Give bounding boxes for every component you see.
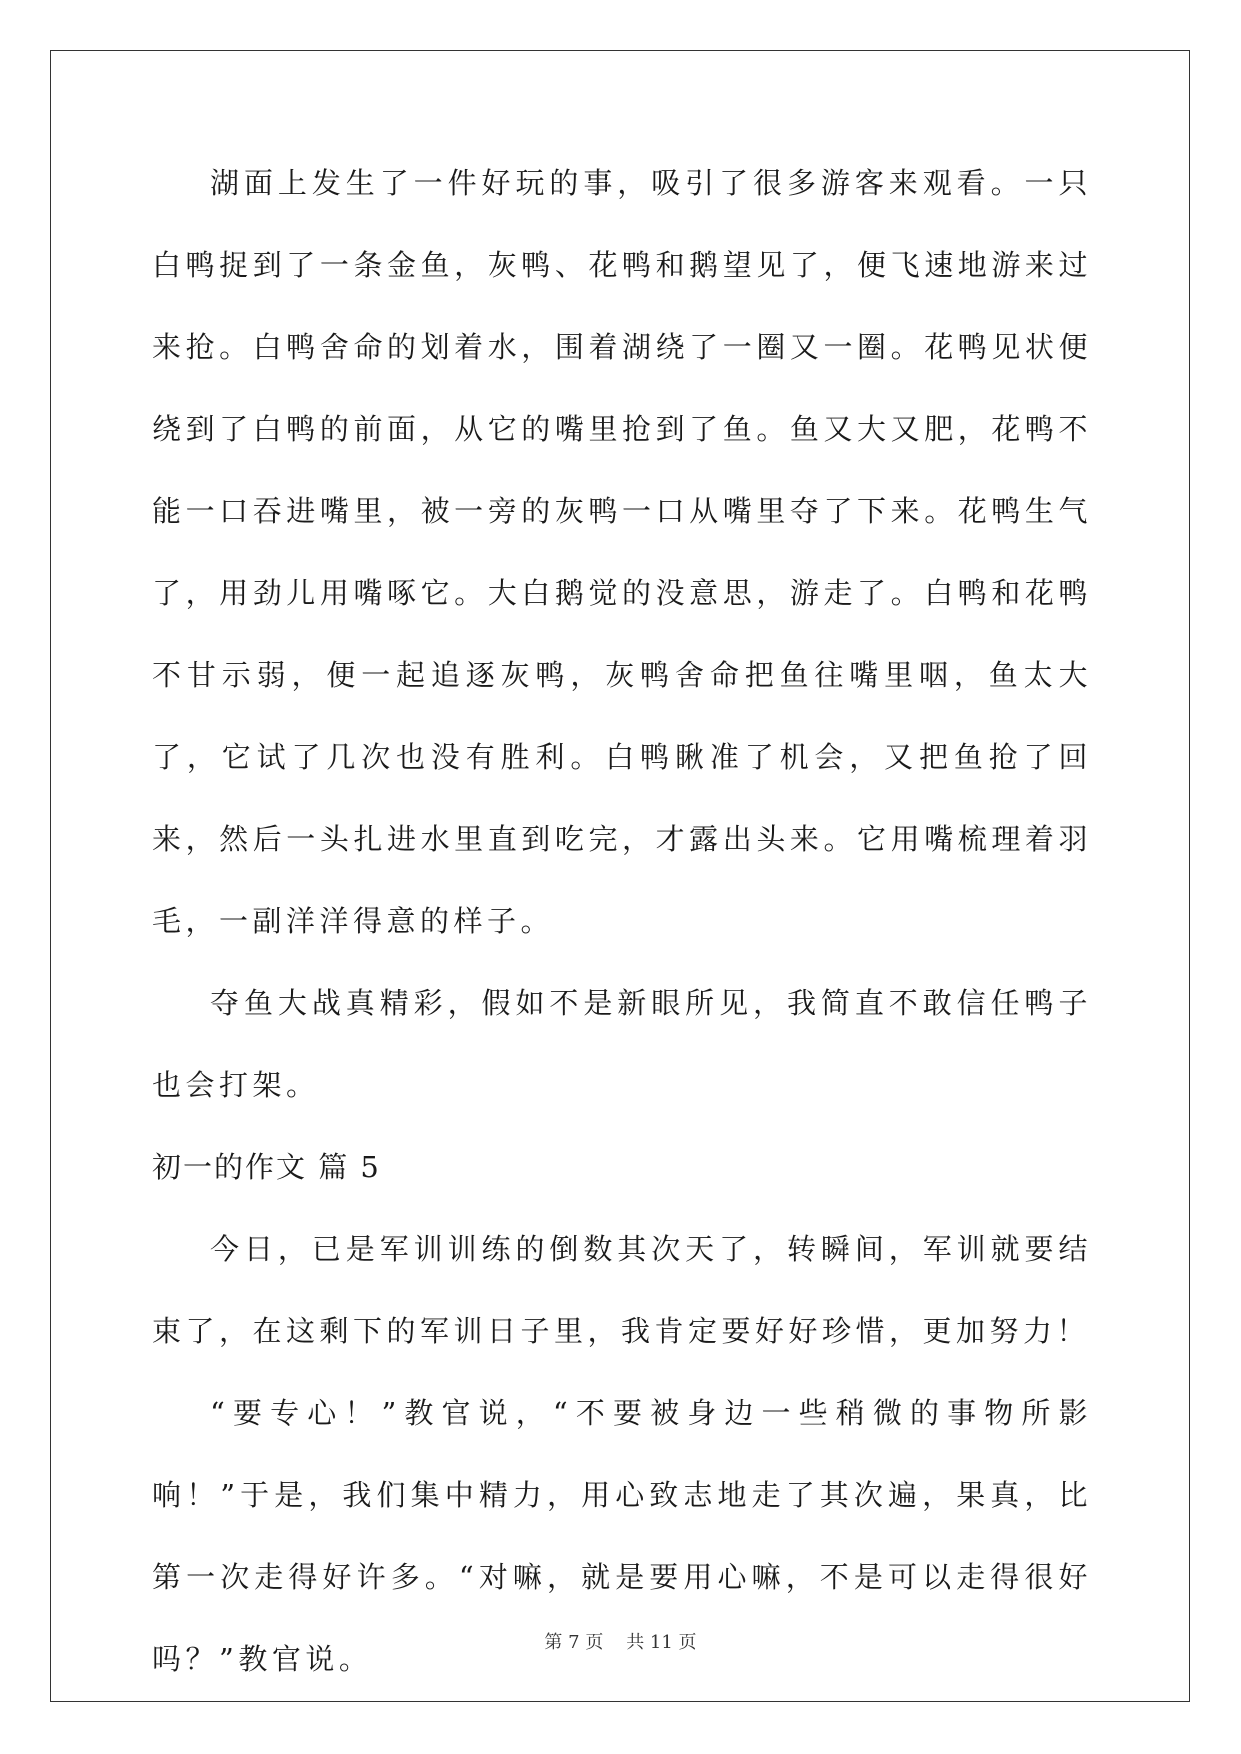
essay-heading: 初一的作文 篇 5 (152, 1150, 381, 1184)
page-footer (0, 1628, 1241, 1654)
document-body (152, 160, 1092, 1700)
paragraph-instructor: “要专心！”教官说，“不要被身边一些稍微的事物所影响！”于是，我们集中精力，用心致志地走了其次遍，果真，比第一次走得好许多。“对嘛，就是要用心嘛，不是可以走得很好吗？”教官说。 (152, 1396, 1092, 1676)
paragraph-military-training: 今日，已是军训训练的倒数其次天了，转瞬间，军训就要结束了，在这剩下的军训日子里，我肯定要好好珍惜，更加努力！ (152, 1232, 1092, 1348)
page-number: 第 7 页 共 11 页 (544, 1632, 697, 1653)
paragraph-duck-fight: 湖面上发生了一件好玩的事，吸引了很多游客来观看。一只白鸭捉到了一条金鱼，灰鸭、花鸭和鹅望见了，便飞速地游来过来抢。白鸭舍命的划着水，围着湖绕了一圈又一圈。花鸭见状便绕到了白鸭的前面，从它的嘴里抢到了鱼。鱼又大又肥，花鸭不能一口吞进嘴里，被一旁的灰鸭一口从嘴里夺了下来。花鸭生气了，用劲儿用嘴啄它。大白鹅觉的没意思，游走了。白鸭和花鸭不甘示弱，便一起追逐灰鸭，灰鸭舍命把鱼往嘴里咽，鱼太大了，它试了几次也没有胜利。白鸭瞅准了机会，又把鱼抢了回来，然后一头扎进水里直到吃完，才露出头来。它用嘴梳理着羽毛，一副洋洋得意的样子。 (152, 166, 1092, 938)
paragraph-duck-conclusion: 夺鱼大战真精彩，假如不是新眼所见，我简直不敢信任鸭子也会打架。 (152, 986, 1092, 1102)
